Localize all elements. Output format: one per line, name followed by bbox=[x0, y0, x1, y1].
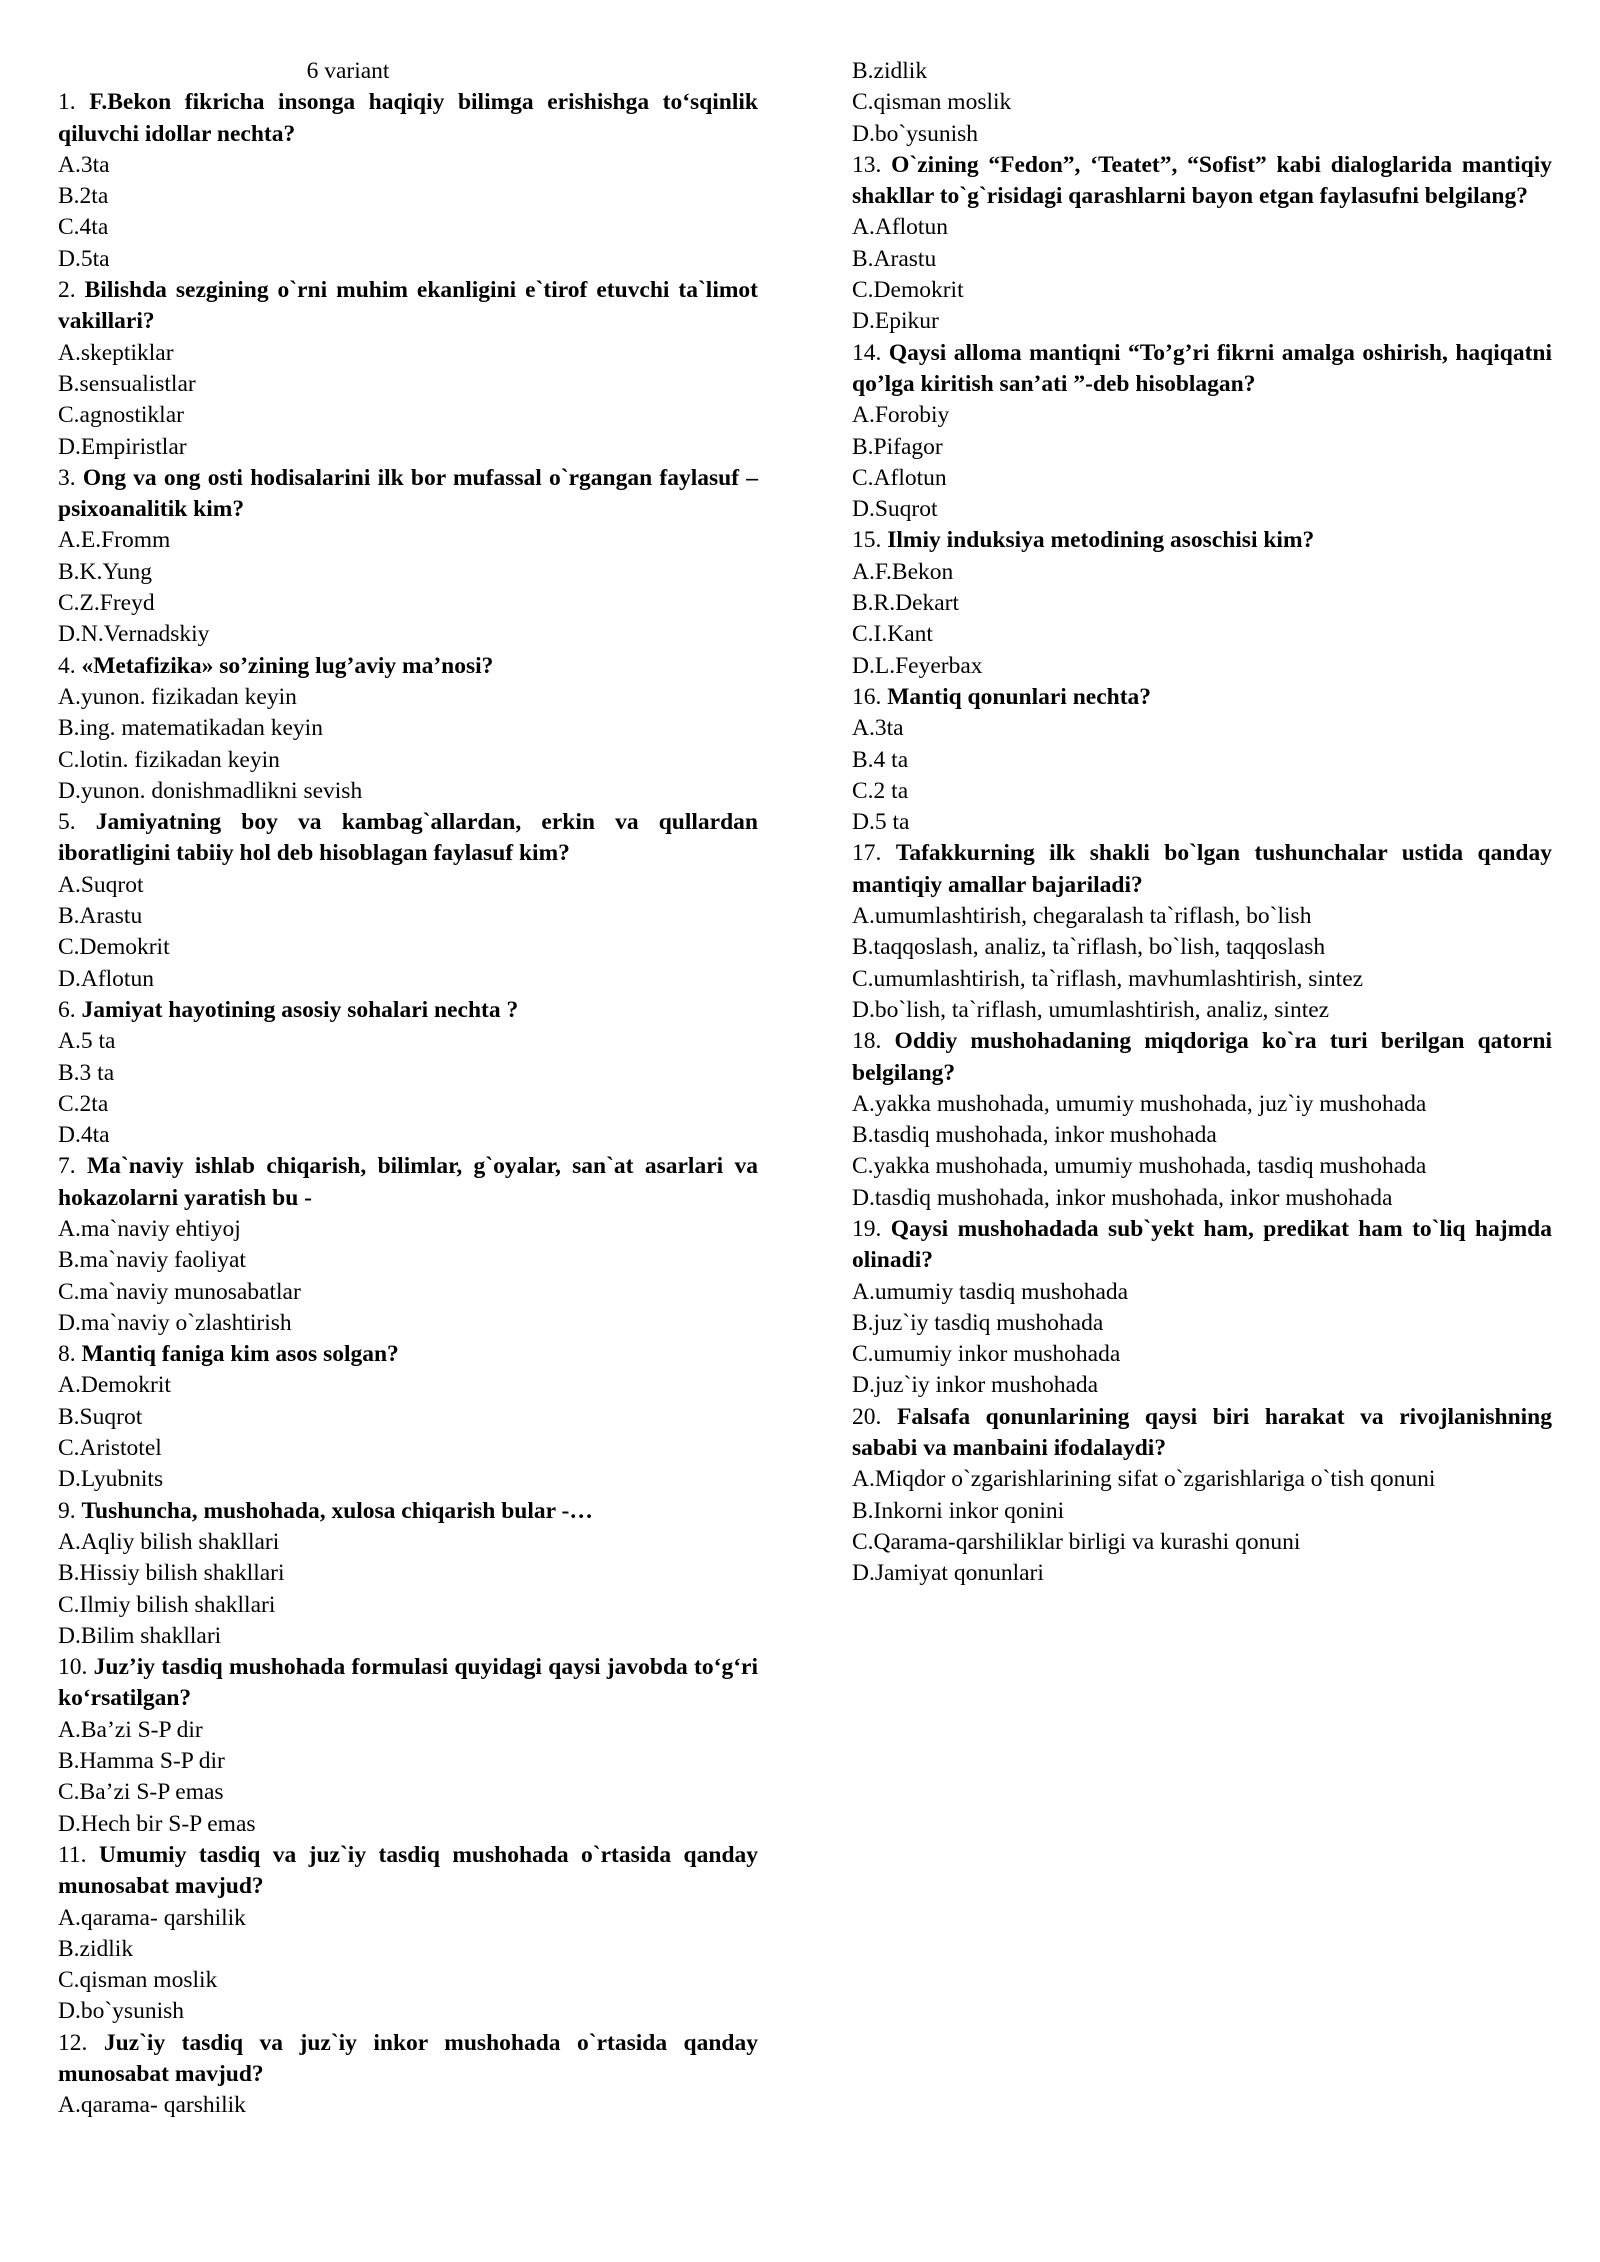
answer-option: C.Ba’zi S-P emas bbox=[58, 1779, 224, 1806]
answer-option: C.Demokrit bbox=[58, 934, 170, 961]
question bbox=[58, 463, 758, 526]
answer-option: D.Hech bir S-P emas bbox=[58, 1810, 256, 1837]
question-number: 12. bbox=[58, 2029, 88, 2056]
question-number: 7. bbox=[58, 1153, 76, 1180]
question-number: 11. bbox=[58, 1841, 87, 1868]
question bbox=[58, 1652, 758, 1715]
question-number: 4. bbox=[58, 652, 76, 679]
answer-option: C.Ilmiy bilish shakllari bbox=[58, 1591, 276, 1618]
answer-option: A.3ta bbox=[852, 715, 904, 742]
question bbox=[58, 995, 758, 1026]
question bbox=[58, 87, 758, 150]
question-number: 3. bbox=[58, 464, 76, 491]
answer-option: B.K.Yung bbox=[58, 558, 153, 585]
question-text: Tafakkurning ilk shakli bo`lgan tushunchalar ustida qanday mantiqiy amallar bajariladi? bbox=[852, 840, 1553, 898]
answer-option: D.N.Vernadskiy bbox=[58, 621, 210, 648]
answer-option: B.R.Dekart bbox=[852, 590, 960, 617]
question-number: 10. bbox=[58, 1654, 88, 1681]
answer-option: B.zidlik bbox=[58, 1935, 134, 1962]
answer-option: B.zidlik bbox=[852, 58, 928, 84]
question-text: Qaysi mushohadada sub`yekt ham, predikat ham to`liq hajmda olinadi? bbox=[852, 1215, 1552, 1274]
answer-option: D.Empiristlar bbox=[58, 433, 187, 460]
question-text: Jamiyatning boy va kambag`allardan, erkin va qullardan iboratligini tabiiy hol deb hisoblagan faylasuf kim? bbox=[58, 809, 759, 867]
answer-option: A.Forobiy bbox=[852, 402, 950, 429]
answer-option: A.E.Fromm bbox=[58, 527, 171, 554]
answer-option: C.qisman moslik bbox=[58, 1967, 218, 1994]
question bbox=[852, 150, 1552, 213]
answer-option: D.tasdiq mushohada, inkor mushohada, inkor mushohada bbox=[852, 1184, 1393, 1211]
question bbox=[58, 807, 758, 870]
question-text: F.Bekon fikricha insonga haqiqiy bilimga erishishga to‘sqinlik qiluvchi idollar nechta? bbox=[58, 89, 758, 147]
answer-option: A.umumiy tasdiq mushohada bbox=[852, 1278, 1129, 1305]
answer-option: A.Miqdor o`zgarishlarining sifat o`zgarishlariga o`tish qonuni bbox=[852, 1466, 1436, 1493]
answer-option: A.ma`naviy ehtiyoj bbox=[58, 1215, 241, 1242]
question-text: O`zining “Fedon”, ‘Teatet”, “Sofist” kabi dialoglarida mantiqiy shakllar to`g`risidagi qarashlarni bayon etgan faylasufni belgilang? bbox=[852, 151, 1552, 210]
question-text: Umumiy tasdiq va juz`iy tasdiq mushohada o`rtasida qanday munosabat mavjud? bbox=[58, 1841, 759, 1900]
question-text: Juz’iy tasdiq mushohada formulasi quyidagi qaysi javobda to‘g‘ri ko‘rsatilgan? bbox=[58, 1654, 758, 1712]
question bbox=[58, 651, 758, 682]
answer-option: C.umumiy inkor mushohada bbox=[852, 1341, 1121, 1368]
answer-option: D.5ta bbox=[58, 245, 110, 272]
answer-option: B.4 ta bbox=[852, 746, 909, 773]
question-text: Jamiyat hayotining asosiy sohalari nechta ? bbox=[81, 996, 519, 1023]
answer-option: D.Jamiyat qonunlari bbox=[852, 1560, 1044, 1587]
answer-option: A.yunon. fizikadan keyin bbox=[58, 683, 297, 710]
question-text: Bilishda sezgining o`rni muhim ekanligini e`tirof etuvchi ta`limot vakillari? bbox=[58, 277, 759, 335]
answer-option: A.F.Bekon bbox=[852, 558, 954, 585]
answer-option: A.skeptiklar bbox=[58, 339, 174, 366]
question-text: Oddiy mushohadaning miqdoriga ko`ra turi berilgan qatorni belgilang? bbox=[852, 1028, 1553, 1086]
answer-option: C.qisman moslik bbox=[852, 89, 1012, 116]
question-number: 17. bbox=[852, 840, 882, 867]
answer-option: A.Ba’zi S-P dir bbox=[58, 1716, 203, 1743]
question-number: 19. bbox=[852, 1215, 882, 1242]
question bbox=[58, 2028, 758, 2091]
question bbox=[58, 1339, 758, 1370]
question-text: Ong va ong osti hodisalarini ilk bor mufassal o`rgangan faylasuf – psixoanalitik kim? bbox=[58, 464, 758, 523]
question bbox=[852, 838, 1552, 901]
left-column bbox=[58, 56, 758, 2122]
question-text: Mantiq qonunlari nechta? bbox=[887, 683, 1152, 710]
question bbox=[852, 525, 1552, 556]
question bbox=[852, 1026, 1552, 1089]
answer-option: D.5 ta bbox=[852, 809, 910, 836]
answer-option: A.Demokrit bbox=[58, 1372, 171, 1399]
answer-option: A.Aflotun bbox=[852, 214, 948, 241]
question-number: 5. bbox=[58, 809, 76, 836]
answer-option: B.tasdiq mushohada, inkor mushohada bbox=[852, 1122, 1217, 1149]
answer-option: D.Bilim shakllari bbox=[58, 1622, 222, 1649]
question bbox=[58, 1496, 758, 1527]
question bbox=[58, 1151, 758, 1214]
question-number: 2. bbox=[58, 277, 76, 304]
answer-option: B.Arastu bbox=[58, 903, 143, 930]
answer-option: D.Lyubnits bbox=[58, 1466, 164, 1493]
answer-option: C.umumlashtirish, ta`riflash, mavhumlashtirish, sintez bbox=[852, 965, 1364, 992]
answer-option: D.Suqrot bbox=[852, 496, 938, 523]
answer-option: D.juz`iy inkor mushohada bbox=[852, 1372, 1099, 1399]
question-text: Falsafa qonunlarining qaysi biri harakat va rivojlanishning sababi va manbaini ifodalaydi? bbox=[852, 1403, 1552, 1462]
question bbox=[58, 1840, 758, 1903]
answer-option: B.Inkorni inkor qonini bbox=[852, 1497, 1065, 1524]
question-number: 14. bbox=[852, 339, 882, 366]
answer-option: C.Z.Freyd bbox=[58, 590, 155, 617]
answer-option: D.ma`naviy o`zlashtirish bbox=[58, 1309, 292, 1336]
answer-option: C.Demokrit bbox=[852, 277, 964, 304]
question-text: Qaysi alloma mantiqni “To’g’ri fikrni amalga oshirish, haqiqatni qo’lga kiritish san’ati ”-deb hisoblagan? bbox=[852, 339, 1552, 397]
answer-option: D.bo`ysunish bbox=[58, 1998, 184, 2025]
answer-option: D.Epikur bbox=[852, 308, 939, 335]
answer-option: D.bo`lish, ta`riflash, umumlashtirish, analiz, sintez bbox=[852, 996, 1330, 1023]
answer-option: C.lotin. fizikadan keyin bbox=[58, 746, 280, 773]
question-text: Ilmiy induksiya metodining asoschisi kim? bbox=[887, 527, 1315, 554]
question-number: 1. bbox=[58, 89, 76, 116]
question-number: 13. bbox=[852, 151, 882, 178]
answer-option: B.juz`iy tasdiq mushohada bbox=[852, 1309, 1104, 1336]
question bbox=[58, 275, 758, 338]
question-number: 9. bbox=[58, 1497, 76, 1524]
question-text: Ma`naviy ishlab chiqarish, bilimlar, g`oyalar, san`at asarlari va hokazolarni yaratish bu - bbox=[58, 1153, 758, 1211]
answer-option: B.Pifagor bbox=[852, 433, 943, 460]
question-number: 8. bbox=[58, 1341, 76, 1368]
answer-option: B.taqqoslash, analiz, ta`riflash, bo`lish, taqqoslash bbox=[852, 934, 1326, 961]
question-text: «Metafizika» so’zining lug’aviy ma’nosi? bbox=[81, 652, 494, 679]
answer-option: C.Aristotel bbox=[58, 1435, 162, 1462]
answer-option: B.3 ta bbox=[58, 1059, 115, 1086]
answer-option: C.Qarama-qarshiliklar birligi va kurashi qonuni bbox=[852, 1528, 1301, 1555]
question-text: Mantiq faniga kim asos solgan? bbox=[81, 1341, 399, 1368]
question-number: 16. bbox=[852, 683, 882, 710]
question-number: 6. bbox=[58, 996, 76, 1023]
answer-option: B.Arastu bbox=[852, 245, 937, 272]
answer-option: B.2ta bbox=[58, 183, 109, 210]
answer-option: D.L.Feyerbax bbox=[852, 652, 983, 679]
answer-option: A.umumlashtirish, chegaralash ta`riflash, bo`lish bbox=[852, 903, 1312, 930]
answer-option: A.5 ta bbox=[58, 1028, 116, 1055]
answer-option: D.yunon. donishmadlikni sevish bbox=[58, 777, 363, 804]
answer-option: D.4ta bbox=[58, 1122, 110, 1149]
answer-option: A.qarama- qarshilik bbox=[58, 1904, 246, 1931]
question-text: Juz`iy tasdiq va juz`iy inkor mushohada o`rtasida qanday munosabat mavjud? bbox=[58, 2029, 758, 2087]
answer-option: C.yakka mushohada, umumiy mushohada, tasdiq mushohada bbox=[852, 1153, 1427, 1180]
answer-option: C.Aflotun bbox=[852, 464, 947, 491]
answer-option: B.ma`naviy faoliyat bbox=[58, 1247, 246, 1274]
answer-option: B.Hamma S-P dir bbox=[58, 1748, 225, 1775]
question bbox=[852, 338, 1552, 401]
answer-option: B.ing. matematikadan keyin bbox=[58, 715, 323, 742]
question bbox=[852, 1214, 1552, 1277]
question-text: Tushuncha, mushohada, xulosa chiqarish bular -… bbox=[81, 1497, 593, 1524]
question-number: 15. bbox=[852, 527, 882, 554]
answer-option: C.I.Kant bbox=[852, 621, 933, 648]
question bbox=[852, 1402, 1552, 1465]
question bbox=[852, 682, 1552, 713]
answer-option: A.Suqrot bbox=[58, 871, 144, 898]
answer-option: A.Aqliy bilish shakllari bbox=[58, 1528, 280, 1555]
answer-option: B.sensualistlar bbox=[58, 370, 196, 397]
answer-option: C.ma`naviy munosabatlar bbox=[58, 1278, 301, 1305]
answer-option: C.2ta bbox=[58, 1090, 109, 1117]
question-number: 20. bbox=[852, 1403, 882, 1430]
answer-option: A.yakka mushohada, umumiy mushohada, juz`iy mushohada bbox=[852, 1090, 1427, 1117]
answer-option: C.2 ta bbox=[852, 777, 909, 804]
answer-option: D.Aflotun bbox=[58, 965, 154, 992]
answer-option: D.bo`ysunish bbox=[852, 120, 978, 147]
answer-option: C.4ta bbox=[58, 214, 109, 241]
page-title: 6 variant bbox=[306, 58, 390, 84]
answer-option: C.agnostiklar bbox=[58, 402, 184, 429]
answer-option: B.Hissiy bilish shakllari bbox=[58, 1560, 285, 1587]
question-number: 18. bbox=[852, 1028, 882, 1055]
right-column bbox=[852, 56, 1552, 1590]
answer-option: A.3ta bbox=[58, 151, 110, 178]
answer-option: A.qarama- qarshilik bbox=[58, 2092, 246, 2119]
answer-option: B.Suqrot bbox=[58, 1403, 143, 1430]
